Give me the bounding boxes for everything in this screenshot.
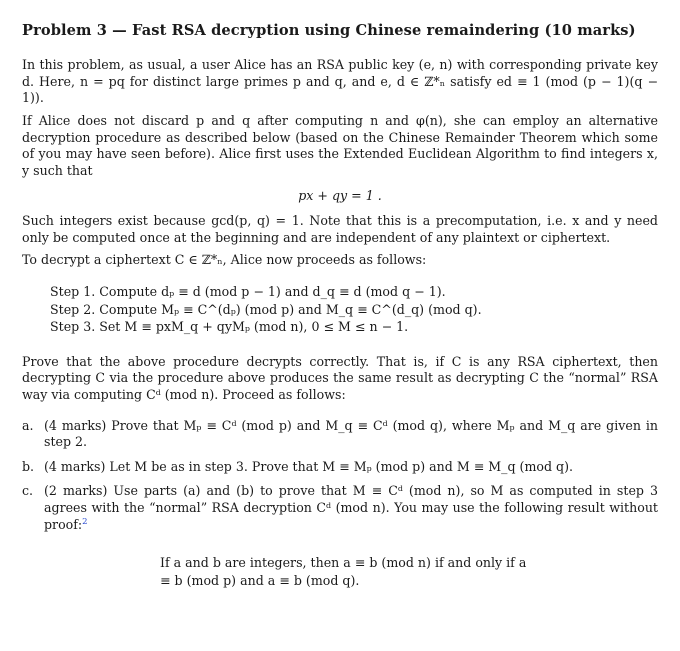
part-c-body [44,483,658,533]
part-label: b. [22,458,35,474]
part-text: (2 marks) Use parts (a) and (b) to prove that M ≡ Cᵈ (mod n), so M as computed in step 3 agrees with the “normal” RSA decryption Cᵈ (mod n). You may use the following result without proof: [44,483,658,532]
prove-paragraph: Prove that the above procedure decrypts correctly. That is, if C is any RSA ciphertext, then decrypting C via the procedure above produces the same result as decrypting C the “normal” RSA way via computing Cᵈ (mod n). Proceed as follows: [22,353,658,403]
step-3: Step 3. Set M ≡ pxM_q + qyMₚ (mod n), 0 ≤ M ≤ n − 1. [50,319,409,335]
decrypt-intro: To decrypt a ciphertext C ∈ ℤ*ₙ, Alice now proceeds as follows: [22,252,427,268]
decryption-steps [50,283,658,336]
part-a [22,418,658,451]
footnote-link[interactable]: 2 [82,516,88,527]
part-label: c. [22,483,34,499]
part-label: a. [22,417,34,433]
intro-paragraph: In this problem, as usual, a user Alice has an RSA public key (e, n) with corresponding private key d. Here, n = pq for distinct large primes p and q, and e, d ∈ ℤ*ₙ satisfy ed ≡ 1 (mod (p − 1)(q − 1)). [22,57,658,106]
problem-title: Problem 3 — Fast RSA decryption using Chinese remaindering (10 marks) [22,22,636,39]
problem-parts [22,418,658,534]
step-1: Step 1. Compute dₚ ≡ d (mod p − 1) and d_q ≡ d (mod q − 1). [50,283,446,299]
part-text: (4 marks) Prove that Mₚ ≡ Cᵈ (mod p) and M_q ≡ Cᵈ (mod q), where Mₚ and M_q are given in step 2. [44,417,658,450]
gcd-paragraph: Such integers exist because gcd(p, q) = 1. Note that this is a precomputation, i.e. x and y need only be computed once at the beginning and are independent of any plaintext or ciphertext. [22,213,658,245]
step-2: Step 2. Compute Mₚ ≡ C^(dₚ) (mod p) and M_q ≡ C^(d_q) (mod q). [50,301,482,317]
part-b [22,459,658,476]
crt-lemma: If a and b are integers, then a ≡ b (mod n) if and only if a ≡ b (mod p) and a ≡ b (mod q). [160,554,527,588]
part-text: (4 marks) Let M be as in step 3. Prove that M ≡ Mₚ (mod p) and M ≡ M_q (mod q). [44,458,574,474]
crt-paragraph: If Alice does not discard p and q after computing n and φ(n), she can employ an alternative decryption procedure as described below (based on the Chinese Remainder Theorem which some of you may have seen before). Alice first uses the Extended Euclidean Algorithm to find integers x, y such that [22,113,658,178]
bezout-equation: px + qy = 1 . [298,187,382,203]
part-c [22,483,658,533]
